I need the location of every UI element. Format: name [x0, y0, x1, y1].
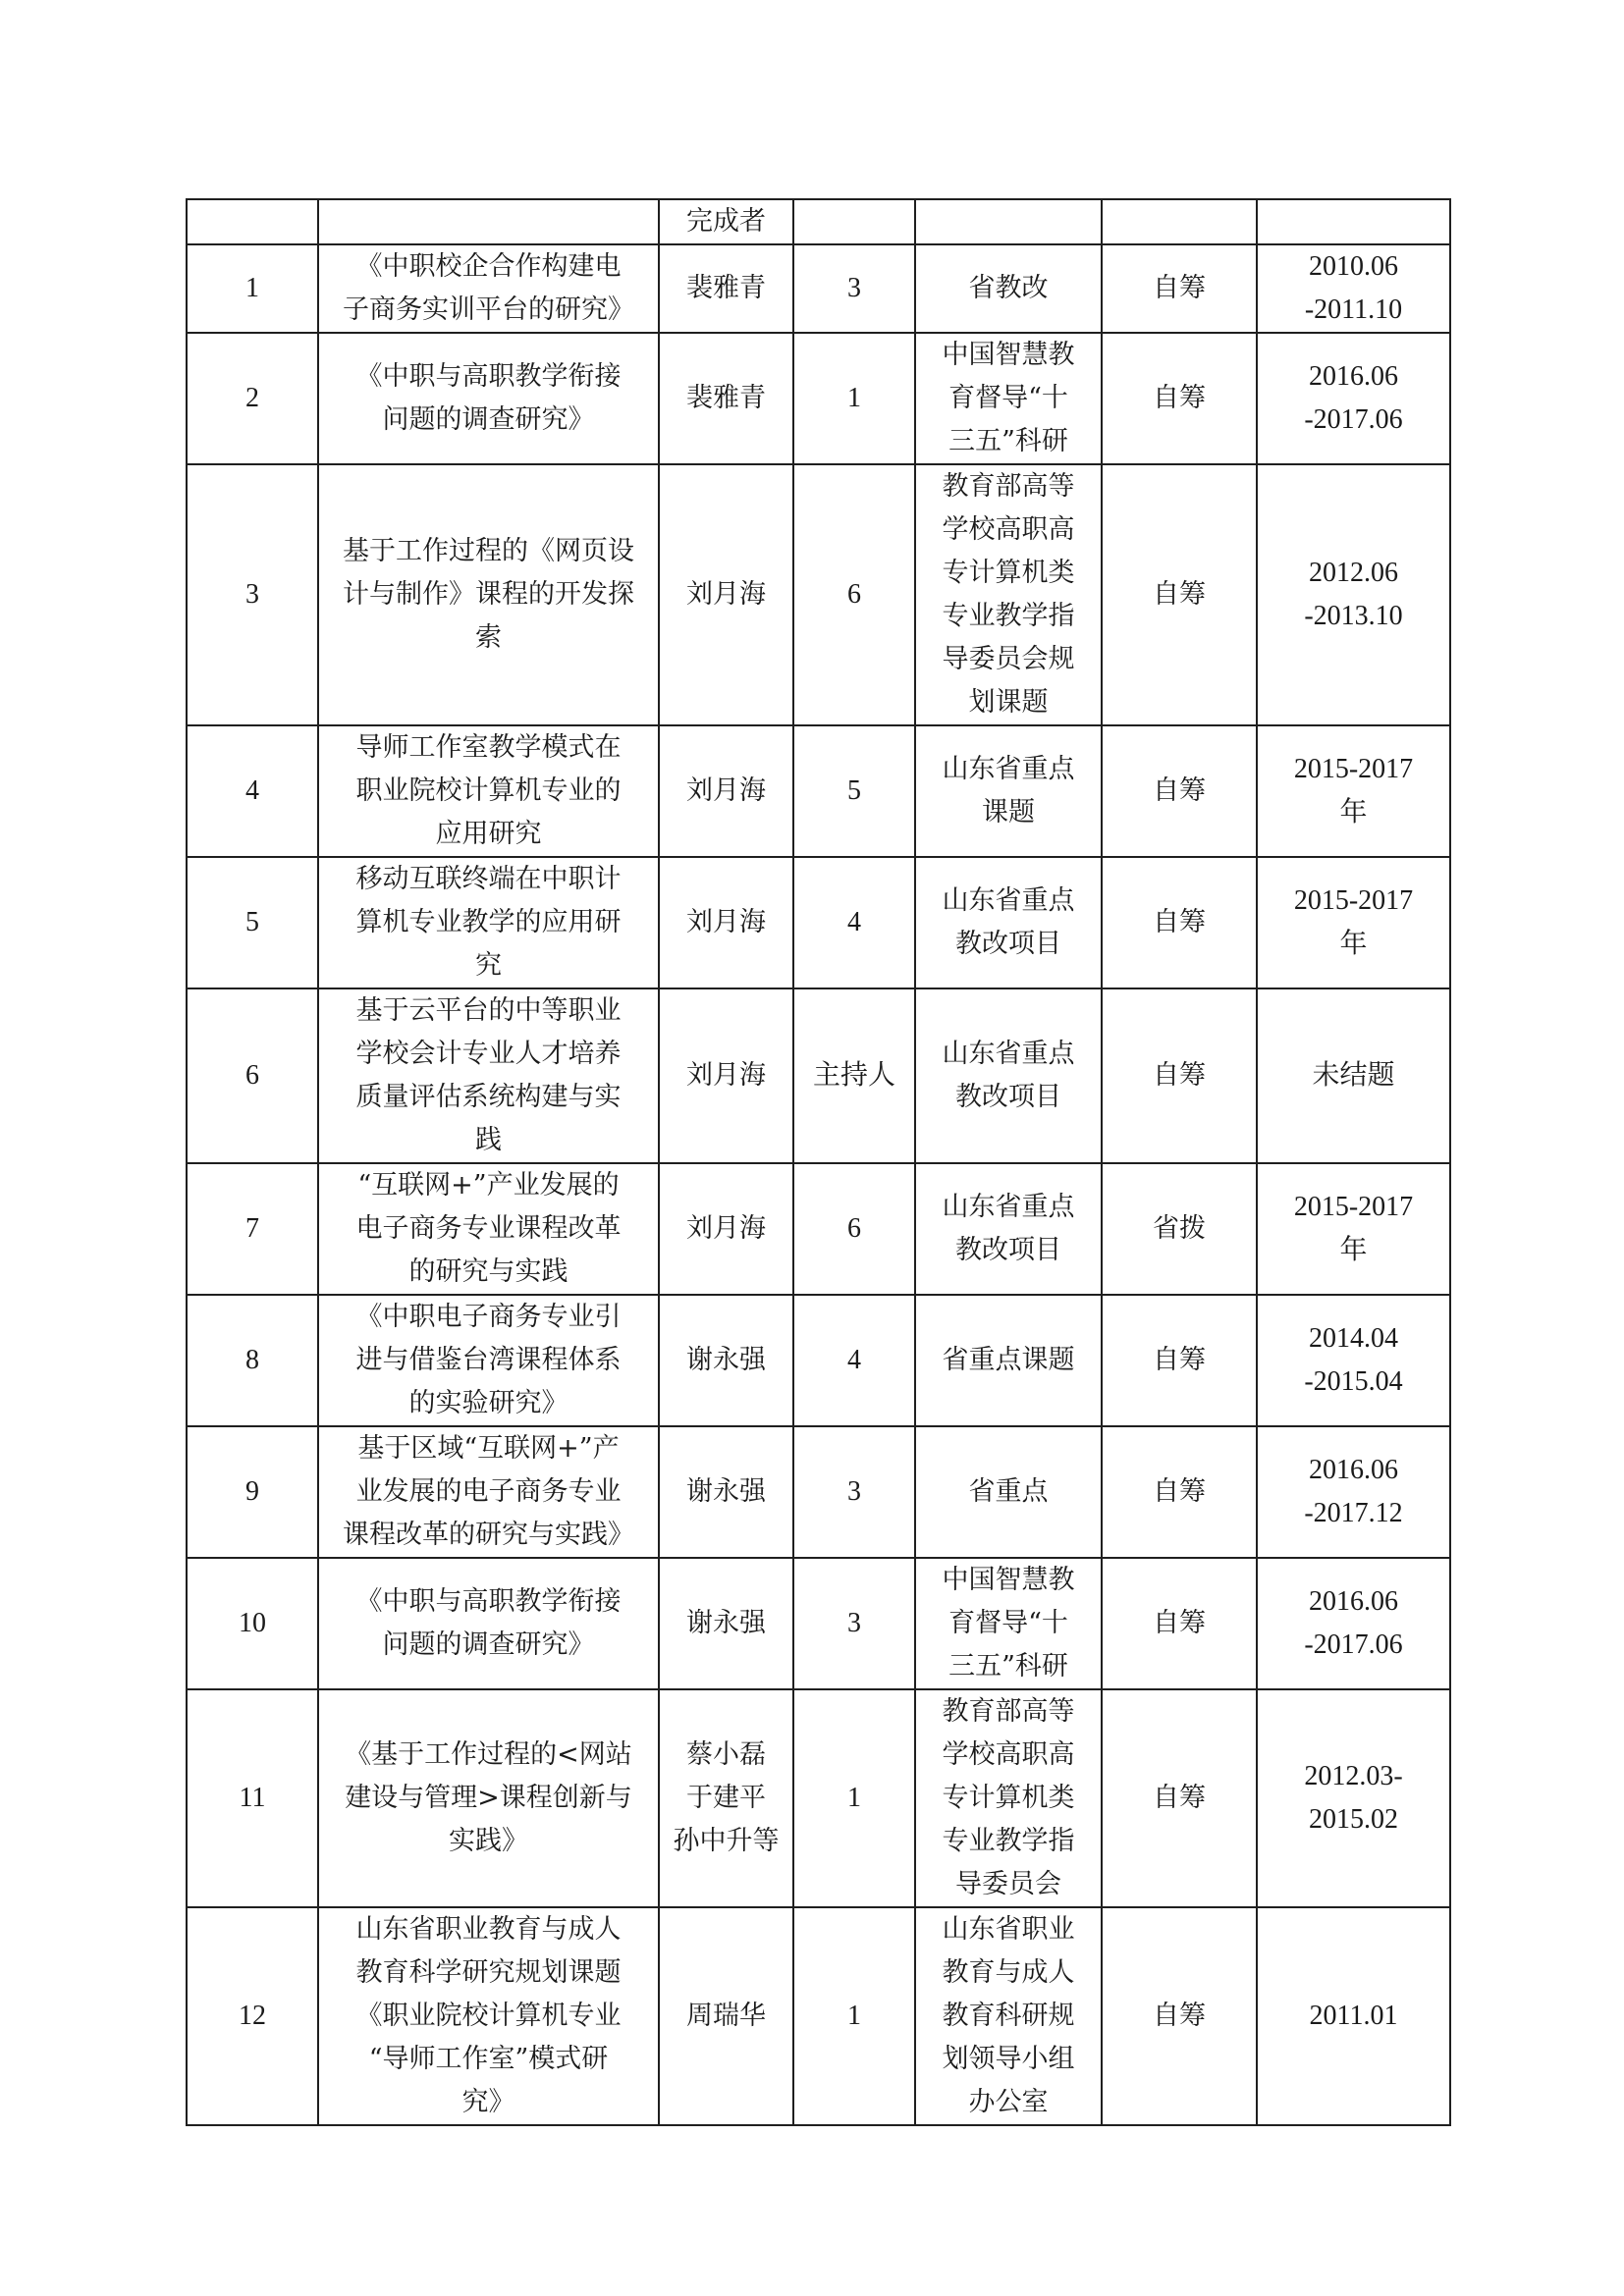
- project-level: 省重点: [915, 1426, 1102, 1558]
- project-period: 2016.06 -2017.06: [1257, 333, 1450, 464]
- project-level: 山东省重点 课题: [915, 725, 1102, 857]
- funding-source: 自筹: [1102, 857, 1257, 988]
- rank: 主持人: [793, 988, 915, 1163]
- funding-source: 自筹: [1102, 725, 1257, 857]
- funding-source: 自筹: [1102, 333, 1257, 464]
- participant: 蔡小磊 于建平 孙中升等: [659, 1689, 793, 1907]
- rank: 3: [793, 244, 915, 333]
- row-number: 10: [187, 1558, 318, 1689]
- table-row: [187, 725, 1450, 857]
- rank: 3: [793, 1558, 915, 1689]
- project-title: 《中职与高职教学衔接 问题的调查研究》: [318, 333, 659, 464]
- header-row: [187, 199, 1450, 244]
- project-period: 2012.03- 2015.02: [1257, 1689, 1450, 1907]
- project-level: 省教改: [915, 244, 1102, 333]
- project-period: 2016.06 -2017.06: [1257, 1558, 1450, 1689]
- participant: 谢永强: [659, 1426, 793, 1558]
- project-title: 《基于工作过程的<网站 建设与管理>课程创新与 实践》: [318, 1689, 659, 1907]
- row-number: 7: [187, 1163, 318, 1295]
- project-level: 教育部高等 学校高职高 专计算机类 专业教学指 导委员会规 划课题: [915, 464, 1102, 725]
- header-cell: [318, 199, 659, 244]
- project-level: 教育部高等 学校高职高 专计算机类 专业教学指 导委员会: [915, 1689, 1102, 1907]
- project-period: 2014.04 -2015.04: [1257, 1295, 1450, 1426]
- funding-source: 自筹: [1102, 244, 1257, 333]
- table-row: [187, 988, 1450, 1163]
- participant: 刘月海: [659, 988, 793, 1163]
- row-number: 9: [187, 1426, 318, 1558]
- table-row: [187, 244, 1450, 333]
- header-cell: [187, 199, 318, 244]
- funding-source: 自筹: [1102, 464, 1257, 725]
- rank: 1: [793, 1907, 915, 2125]
- row-number: 12: [187, 1907, 318, 2125]
- row-number: 4: [187, 725, 318, 857]
- participant: 谢永强: [659, 1295, 793, 1426]
- rank: 4: [793, 857, 915, 988]
- project-period: 2015-2017 年: [1257, 1163, 1450, 1295]
- project-title: 基于工作过程的《网页设 计与制作》课程的开发探 索: [318, 464, 659, 725]
- funding-source: 自筹: [1102, 1295, 1257, 1426]
- header-cell: [793, 199, 915, 244]
- participant: 裴雅青: [659, 244, 793, 333]
- rank: 3: [793, 1426, 915, 1558]
- project-title: 《中职校企合作构建电 子商务实训平台的研究》: [318, 244, 659, 333]
- header-cell: [915, 199, 1102, 244]
- project-level: 山东省职业 教育与成人 教育科研规 划领导小组 办公室: [915, 1907, 1102, 2125]
- project-title: 移动互联终端在中职计 算机专业教学的应用研 究: [318, 857, 659, 988]
- participant: 刘月海: [659, 857, 793, 988]
- participant: 刘月海: [659, 725, 793, 857]
- participant: 周瑞华: [659, 1907, 793, 2125]
- project-title: “互联网+”产业发展的 电子商务专业课程改革 的研究与实践: [318, 1163, 659, 1295]
- row-number: 6: [187, 988, 318, 1163]
- project-period: 2010.06 -2011.10: [1257, 244, 1450, 333]
- header-cell: 完成者: [659, 199, 793, 244]
- funding-source: 省拨: [1102, 1163, 1257, 1295]
- project-period: 2011.01: [1257, 1907, 1450, 2125]
- row-number: 8: [187, 1295, 318, 1426]
- funding-source: 自筹: [1102, 1689, 1257, 1907]
- rank: 1: [793, 333, 915, 464]
- project-period: 2015-2017 年: [1257, 725, 1450, 857]
- funding-source: 自筹: [1102, 1426, 1257, 1558]
- row-number: 3: [187, 464, 318, 725]
- project-title: 《中职与高职教学衔接 问题的调查研究》: [318, 1558, 659, 1689]
- funding-source: 自筹: [1102, 1558, 1257, 1689]
- table-row: [187, 1689, 1450, 1907]
- table-row: [187, 1907, 1450, 2125]
- table-row: [187, 333, 1450, 464]
- project-level: 山东省重点 教改项目: [915, 988, 1102, 1163]
- table-row: [187, 857, 1450, 988]
- research-projects-table: [186, 198, 1451, 2126]
- row-number: 1: [187, 244, 318, 333]
- project-title: 《中职电子商务专业引 进与借鉴台湾课程体系 的实验研究》: [318, 1295, 659, 1426]
- project-period: 2015-2017 年: [1257, 857, 1450, 988]
- row-number: 5: [187, 857, 318, 988]
- project-period: 2016.06 -2017.12: [1257, 1426, 1450, 1558]
- row-number: 11: [187, 1689, 318, 1907]
- rank: 1: [793, 1689, 915, 1907]
- project-level: 山东省重点 教改项目: [915, 857, 1102, 988]
- rank: 6: [793, 1163, 915, 1295]
- funding-source: 自筹: [1102, 1907, 1257, 2125]
- participant: 谢永强: [659, 1558, 793, 1689]
- project-title: 山东省职业教育与成人 教育科学研究规划课题 《职业院校计算机专业 “导师工作室”模式研 究》: [318, 1907, 659, 2125]
- table-row: [187, 1163, 1450, 1295]
- funding-source: 自筹: [1102, 988, 1257, 1163]
- project-level: 山东省重点 教改项目: [915, 1163, 1102, 1295]
- row-number: 2: [187, 333, 318, 464]
- project-level: 中国智慧教 育督导“十 三五”科研: [915, 333, 1102, 464]
- participant: 刘月海: [659, 464, 793, 725]
- header-cell: [1102, 199, 1257, 244]
- project-period: 未结题: [1257, 988, 1450, 1163]
- rank: 6: [793, 464, 915, 725]
- participant: 裴雅青: [659, 333, 793, 464]
- table-row: [187, 1426, 1450, 1558]
- project-title: 基于云平台的中等职业 学校会计专业人才培养 质量评估系统构建与实 践: [318, 988, 659, 1163]
- table-row: [187, 1558, 1450, 1689]
- project-level: 中国智慧教 育督导“十 三五”科研: [915, 1558, 1102, 1689]
- rank: 5: [793, 725, 915, 857]
- header-cell: [1257, 199, 1450, 244]
- project-title: 导师工作室教学模式在 职业院校计算机专业的 应用研究: [318, 725, 659, 857]
- rank: 4: [793, 1295, 915, 1426]
- project-level: 省重点课题: [915, 1295, 1102, 1426]
- table-row: [187, 464, 1450, 725]
- project-period: 2012.06 -2013.10: [1257, 464, 1450, 725]
- table-row: [187, 1295, 1450, 1426]
- participant: 刘月海: [659, 1163, 793, 1295]
- project-title: 基于区域“互联网+”产 业发展的电子商务专业 课程改革的研究与实践》: [318, 1426, 659, 1558]
